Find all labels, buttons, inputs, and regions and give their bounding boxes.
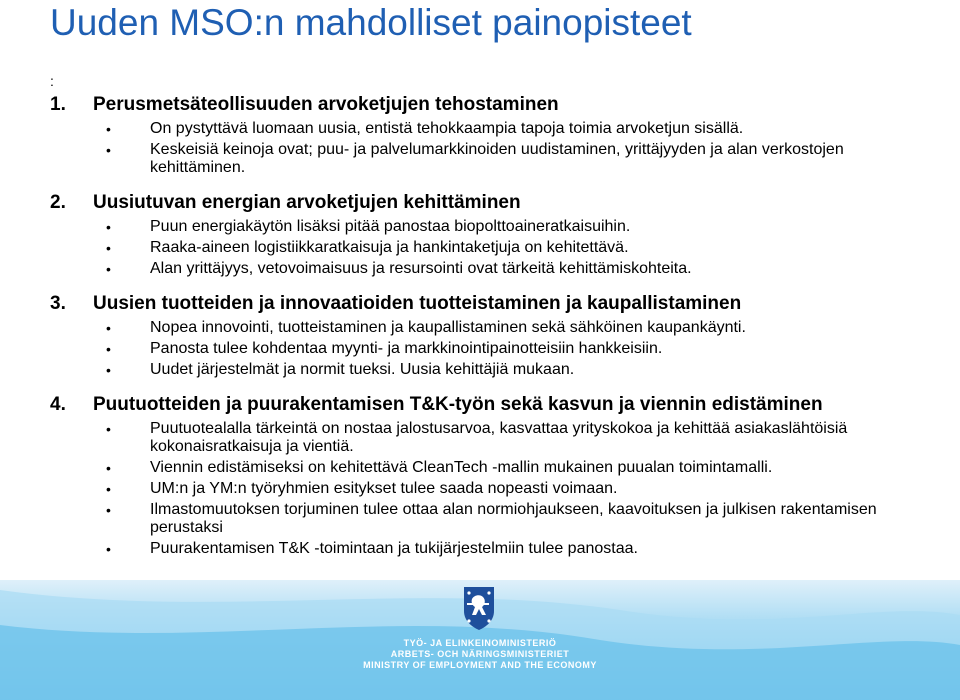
list-item: • Keskeisiä keinoja ovat; puu- ja palvelumarkkinoiden uudistaminen, yrittäjyyden ja alan verkostojen kehittäminen. [106,141,844,176]
section-title: Uusien tuotteiden ja innovaatioiden tuotteistaminen ja kaupallistaminen [93,293,742,314]
ministry-name [0,638,960,671]
list-item: • Alan yrittäjyys, vetovoimaisuus ja resursointi ovat tärkeitä kehittämiskohteita. [106,260,692,277]
section-title: Puutuotteiden ja puurakentamisen T&K-työn sekä kasvun ja viennin edistäminen [93,394,823,415]
bullet-icon: • [106,341,111,357]
section-heading [50,191,930,215]
bullet-icon: • [106,121,111,137]
section-number: 4. [50,394,66,415]
ministry-name-sv: ARBETS- OCH NÄRINGSMINISTERIET [390,649,570,659]
list-item: • Uudet järjestelmät ja normit tueksi. Uusia kehittäjiä mukaan. [106,361,575,378]
section-heading [50,292,930,316]
section-4 [50,393,930,558]
section-3 [50,292,930,379]
bullet-icon: • [106,421,111,437]
ministry-name-en: MINISTRY OF EMPLOYMENT AND THE ECONOMY [363,660,597,670]
list-item: • Puutuotealalla tärkeintä on nostaa jalostusarvoa, kasvattaa yrityskokoa ja kehittää asiakaslähtöisiä kokonaisratkaisuja ja vientiä. [106,420,848,455]
list-item: • Puurakentamisen T&K -toimintaan ja tukijärjestelmiin tulee panostaa. [106,540,638,557]
section-2 [50,191,930,278]
section-title: Perusmetsäteollisuuden arvoketjujen tehostaminen [93,94,559,115]
bullet-icon: • [106,460,111,476]
bullet-icon: • [106,502,111,518]
bullet-icon: • [106,320,111,336]
section-title: Uusiutuvan energian arvoketjujen kehittäminen [93,192,521,213]
ministry-footer [0,580,960,700]
list-item: • Ilmastomuutoksen torjuminen tulee ottaa alan normiohjaukseen, kaavoituksen ja julkisen rakentamisen perustaksi [106,501,877,536]
bullet-icon: • [106,142,111,158]
stray-colon: : [50,73,54,89]
section-heading [50,393,930,417]
ministry-name-fi: TYÖ- JA ELINKEINOMINISTERIÖ [403,638,557,648]
content-list [50,93,930,558]
bullet-icon: • [106,362,111,378]
section-heading [50,93,930,117]
bullet-icon: • [106,541,111,557]
bullet-icon: • [106,219,111,235]
list-item: • On pystyttävä luomaan uusia, entistä tehokkaampia tapoja toimia arvoketjun sisällä. [106,120,744,137]
list-item: • Raaka-aineen logistiikkaratkaisuja ja hankintaketjuja on kehitettävä. [106,239,629,256]
bullet-icon: • [106,481,111,497]
page-title: Uuden MSO:n mahdolliset painopisteet [50,2,692,43]
list-item: • Panosta tulee kohdentaa myynti- ja markkinointipainotteisiin hankkeisiin. [106,340,663,357]
finnish-lion-emblem-icon [458,585,500,631]
section-number: 2. [50,192,66,213]
section-1 [50,93,930,177]
bullet-icon: • [106,240,111,256]
bullet-icon: • [106,261,111,277]
list-item: • Viennin edistämiseksi on kehitettävä CleanTech -mallin mukainen puualan toimintamalli. [106,459,773,476]
list-item: • UM:n ja YM:n työryhmien esitykset tulee saada nopeasti voimaan. [106,480,618,497]
section-number: 1. [50,94,66,115]
section-number: 3. [50,293,66,314]
list-item: • Puun energiakäytön lisäksi pitää panostaa biopolttoaineratkaisuihin. [106,218,631,235]
list-item: • Nopea innovointi, tuotteistaminen ja kaupallistaminen sekä sähköinen kaupankäynti. [106,319,746,336]
